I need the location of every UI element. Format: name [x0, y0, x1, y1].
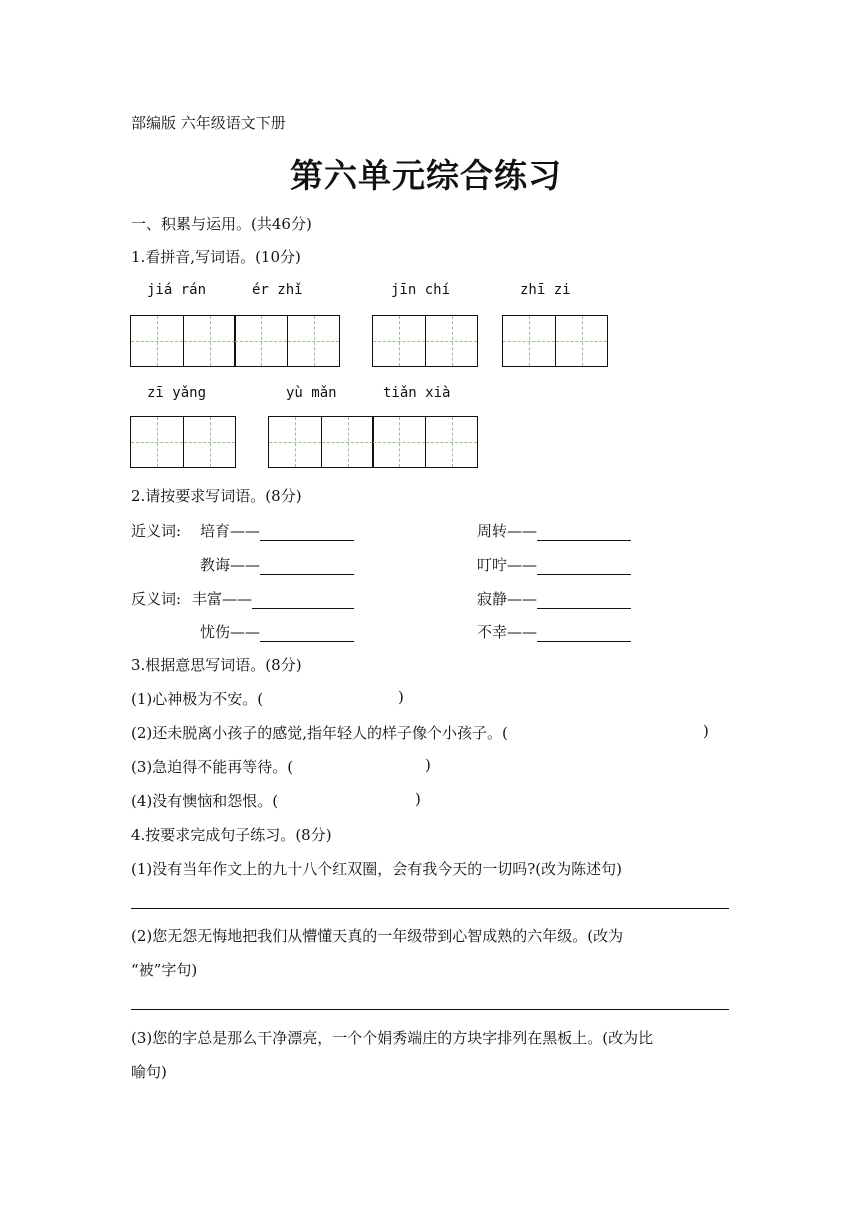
answer-blank[interactable]: [252, 592, 354, 609]
writing-grid[interactable]: [372, 315, 478, 367]
pinyin-label: zī yǎng: [147, 385, 207, 401]
question-3-heading: 3.根据意思写词语。(8分): [131, 656, 302, 674]
sentence-item: 喻句): [131, 1063, 167, 1081]
pinyin-label: zhī zi: [520, 282, 571, 298]
word-prompt: [477, 554, 631, 575]
closing-paren: ): [425, 756, 431, 774]
answer-line[interactable]: [131, 908, 729, 909]
grid-cell[interactable]: [131, 316, 183, 366]
question-4-heading: 4.按要求完成句子练习。(8分): [131, 826, 332, 844]
definition-item: (1)心神极为不安。(: [131, 690, 264, 708]
word-prompt: [200, 621, 354, 642]
word-label: 周转——: [477, 522, 538, 540]
writing-grid[interactable]: [502, 315, 608, 367]
pinyin-label: yù mǎn: [286, 385, 337, 401]
page-title: 第六单元综合练习: [290, 156, 562, 195]
grid-cell[interactable]: [183, 316, 235, 366]
closing-paren: ): [415, 790, 421, 808]
question-2-heading: 2.请按要求写词语。(8分): [131, 487, 302, 505]
word-label: 寂静——: [477, 590, 538, 608]
subtitle: 部编版 六年级语文下册: [131, 114, 286, 132]
answer-blank[interactable]: [260, 524, 354, 541]
word-prompt: [477, 520, 631, 541]
grid-cell[interactable]: [373, 417, 425, 467]
grid-cell[interactable]: [269, 417, 321, 467]
word-prompt: [192, 588, 354, 609]
answer-line[interactable]: [131, 1009, 729, 1010]
pinyin-label: ér zhǐ: [252, 282, 303, 298]
grid-cell[interactable]: [183, 417, 235, 467]
grid-cell[interactable]: [555, 316, 607, 366]
grid-cell[interactable]: [373, 316, 425, 366]
word-label: 丰富——: [192, 590, 253, 608]
word-label: 忧伤——: [200, 623, 261, 641]
grid-cell[interactable]: [131, 417, 183, 467]
sentence-item: (1)没有当年作文上的九十八个红双圈，会有我今天的一切吗?(改为陈述句): [131, 860, 622, 878]
word-label: 培育——: [200, 522, 261, 540]
sentence-item: “被”字句): [131, 961, 198, 979]
writing-grid[interactable]: [372, 416, 478, 468]
definition-item: (4)没有懊恼和怨恨。(: [131, 792, 279, 810]
word-label: 不幸——: [477, 623, 538, 641]
answer-blank[interactable]: [537, 592, 631, 609]
writing-grid[interactable]: [130, 315, 236, 367]
grid-cell[interactable]: [287, 316, 339, 366]
answer-blank[interactable]: [537, 625, 631, 642]
writing-grid[interactable]: [130, 416, 236, 468]
grid-cell[interactable]: [425, 417, 477, 467]
pinyin-label: jiá rán: [147, 282, 207, 298]
writing-grid[interactable]: [234, 315, 340, 367]
word-prompt: [200, 554, 354, 575]
grid-cell[interactable]: [503, 316, 555, 366]
sentence-item: (2)您无怨无悔地把我们从懵懂天真的一年级带到心智成熟的六年级。(改为: [131, 927, 624, 945]
sentence-item: (3)您的字总是那么干净漂亮，一个个娟秀端庄的方块字排列在黑板上。(改为比: [131, 1029, 654, 1047]
antonym-label: 反义词:: [131, 590, 182, 608]
synonym-label: 近义词:: [131, 522, 182, 540]
writing-grid[interactable]: [268, 416, 374, 468]
word-prompt: [477, 588, 631, 609]
pinyin-label: jīn chí: [391, 282, 451, 298]
grid-cell[interactable]: [235, 316, 287, 366]
section-heading: 一、积累与运用。(共46分): [131, 215, 312, 233]
word-label: 叮咛——: [477, 556, 538, 574]
question-1-heading: 1.看拼音,写词语。(10分): [131, 248, 301, 266]
word-prompt: [200, 520, 354, 541]
pinyin-label: tiǎn xià: [383, 385, 451, 401]
grid-cell[interactable]: [321, 417, 373, 467]
word-prompt: [477, 621, 631, 642]
definition-item: (2)还未脱离小孩子的感觉,指年轻人的样子像个小孩子。(: [131, 724, 508, 742]
answer-blank[interactable]: [260, 558, 354, 575]
answer-blank[interactable]: [260, 625, 354, 642]
grid-cell[interactable]: [425, 316, 477, 366]
answer-blank[interactable]: [537, 524, 631, 541]
closing-paren: ): [703, 722, 709, 740]
word-label: 教诲——: [200, 556, 261, 574]
definition-item: (3)急迫得不能再等待。(: [131, 758, 294, 776]
answer-blank[interactable]: [537, 558, 631, 575]
closing-paren: ): [398, 688, 404, 706]
